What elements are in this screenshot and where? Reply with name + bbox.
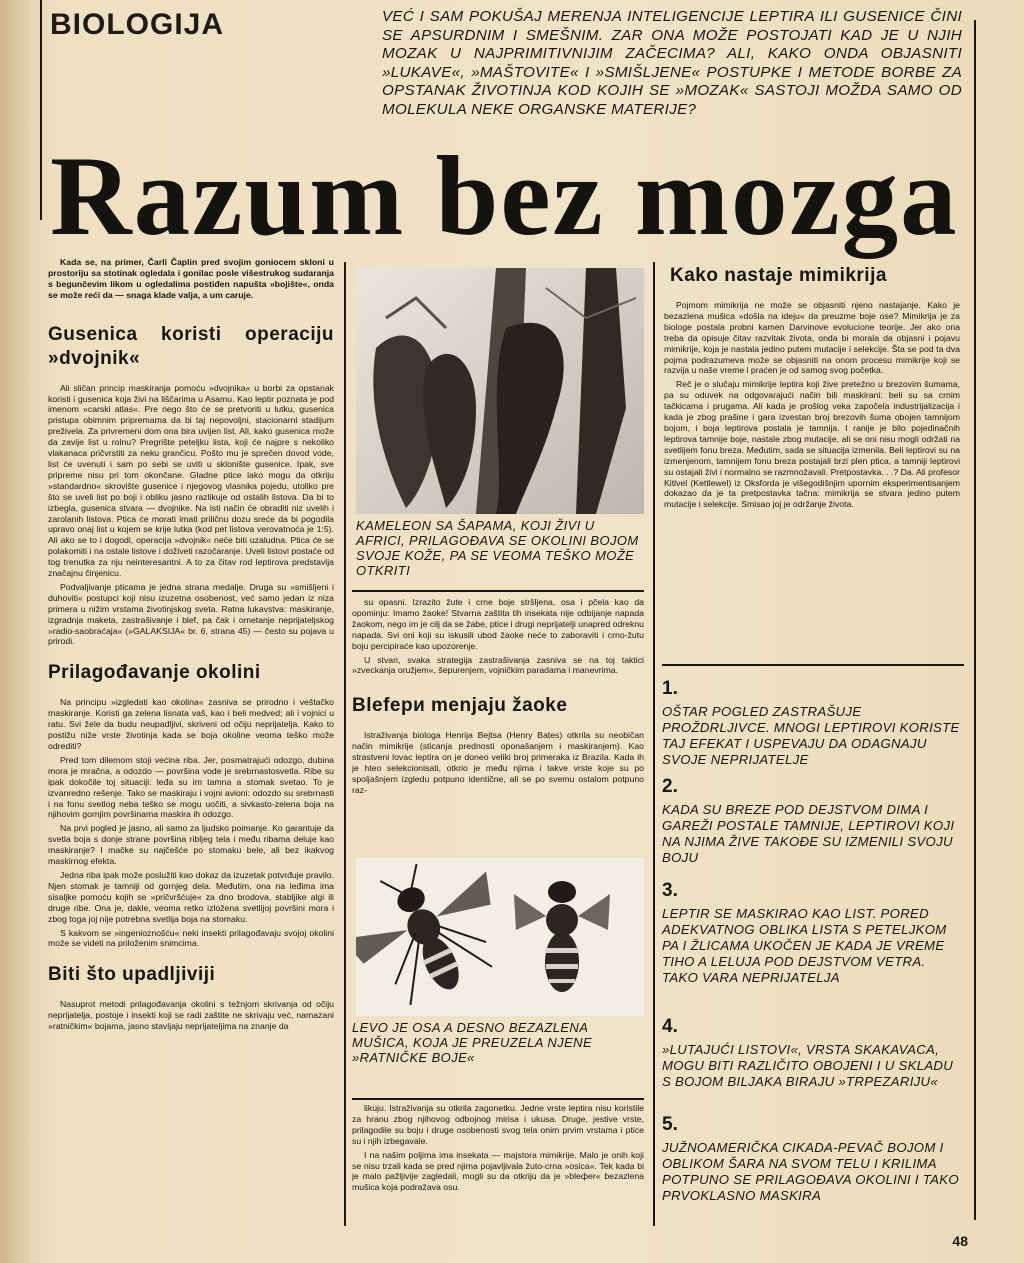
rule-under-caption (352, 590, 644, 592)
page-edge (0, 0, 30, 1263)
section-title: BIOLOGIJA (50, 8, 225, 41)
wasp-fly-photo (356, 858, 644, 1016)
paragraph: Istraživanja biologa Henrija Bejtsa (Henry Bates) otkrila su neobičan način mimikrije (sticanja prednosti oponašanjem i maskiranjem). Kao strastveni lovac leptira on je doneo veliki broj primeraka iz Brazila. Kada ih je hteo selekcionisati, otkrio je među njima i takve vrste koje su po spoljašnjem izgledu potpuno identične, ali se po svemu ostalom potpuno raz- (352, 730, 644, 795)
rule-under-caption-2 (352, 1098, 644, 1100)
caption-text: KADA SU BREZE POD DEJSTVOM DIMA I GAREŽI POSTALE TAMNIJE, LEPTIROVI KOJI NA NJIMA ŽIVE TAKOĐE SU IZMENILI SVOJU BOJU (662, 802, 955, 865)
chameleon-photo (356, 268, 644, 514)
middle-column (352, 597, 644, 799)
numbered-caption-4 (662, 1016, 962, 1090)
right-border (974, 20, 976, 1220)
caption-text: »LUTAJUĆI LISTOVI«, VRSTA SKAKAVACA, MOGU BITI RAZLIČITO OBOJENI I U SKLADU S BOJOM BILJAKA BIRAJU »TRPEZARIJU« (662, 1042, 954, 1089)
paragraph: Ali sličan princip maskiranja pomoću »dvojnika« u borbi za opstanak koristi i gusenica koja živi na liščarima u Asamu. Kao leptir poznata je pod imenom »carski atlas«. Pre nego što će se pretvoriti u lutku, gusenica pristupa obimnim pripremama da bi taj nepovoljni, stacionarni stadijum preživela. Za privremeni dom ona bira uvijen list. Ali, kako gusenica može da zavije list u rolnu? Pregrište peteljku lista, koji će najpre s nekoliko vlakanaca pričvrstiti za neku grančicu. Pošto mu je sprečen dovod vode, list će uvenuti i sam po sebi se uviti u skloništе gusenice. Ipak, sve pripreme nisu pri tom okončane. Gladne ptice lako mogu da otkriju »standardno« skrovište gusenice i njegovog vlasnika pojedu, utoliko pre što se uveli list po boji i obliku jasno razlikuje od ostalih listova. Da bi to izbegla, gusenica stvara — dvojnike. Na isti način će obraditi niz uvelih i zarolanih listova. Ptica će morati imati priličnu dozu sreće da bi pogodila upravo onaj list u kojem se krije lutka (kod pet listova verovatnoća je 1:5). Ali ako se to i dogodi, operacija »dvojnik« neće biti uzaludna. Ptica će se polakomiti i na ostale listove i doživeti razočaranje. Uveli listovi postaće od tog trenutka za nju neinteresantni. A to za čitav rod leptirova predstavlja značajnu činjenicu. (48, 382, 334, 579)
numbered-caption-3 (662, 880, 962, 986)
paragraph: Nasuprot metodi prilagođavanja okolini s težnjom skrivanja od očiju neprijatelja, postoje i insekti koji se radi zaštite ne skrivaju već, namazani »ratničkim« bojama, jasno stavljaju neprijateljima na znanje da (48, 999, 334, 1032)
intro-paragraph: VEĆ I SAM POKUŠAJ MERENJA INTELIGENCIJE LEPTIRA ILI GUSENICE ČINI SE APSURDNIM I SMEŠNIM. ZAR ONA MOŽE POSTOJATI KAD JE U NJIH MOZAK U NAJPRIMITIVNIJIM ZAČECIMA? ALI, KAKO ONDA OBJASNITI »LUKAVE«, »MAŠTOVITE« I »SMIŠLJENE« POSTUPKE I METODE BORBE ZA OPSTANAK ŽIVOTINJA KOD KOJIH SE »MOZAK« SASTOJI MOŽDA SAMO OD MOLEKULA NEKE ORGANSKE MATERIJE? (382, 8, 962, 118)
subheading-mimikrija: Kako nastaje mimikrija (670, 265, 887, 286)
chameleon-illustration (356, 268, 644, 514)
rule-above-items (662, 664, 964, 666)
caption-number: 5. (662, 1114, 678, 1135)
subheading-prilagodjavanje: Prilagođavanje okolini (48, 662, 261, 684)
paragraph: su opasni. Izrazito žute i crne boje stršljena, osa i pčela kao da opominju: Imamo žaoke! Stvarna zaštita tih insekata nije odbijanje napada žaokom, nego im je cilj da se žabe, ptice i drugi neprijatelji unapred odreknu napada. Svi oni koji su iskusili ubod žaoke neće to zaboraviti i crno-žutu boju percipiraće kao upozorenje. (352, 597, 644, 651)
caption-number: 2. (662, 776, 678, 797)
wasp-and-fly-illustration (356, 858, 644, 1016)
paragraph: I na našim poljima ima insekata — majstora mimikrije. Malo je onih koji se nisu trzali kada se pred njima pojavljivala žuto-crna »osica«. Tek kada bi je malo pažljivije zagledali, mogli su da otkriju da je »bleфer« bezazlena mušica koja podražava osu. (352, 1149, 644, 1193)
caption-text: JUŽNOAMERIČKA CIKADA-PEVAČ BOJOM I OBLIKOM ŠARA NA SVOM TELU I KRILIMA POTPUNO SE PRILAGOĐAVA OKOLINI I TAKO PRVOKLASNO MASKIRA (662, 1140, 959, 1203)
lead-paragraph: Kada se, na primer, Čarli Čaplin pred svojim goniocem skloni u prostoriju sa stotinak ogledala i gonilac posle višestrukog sudaranja s begunčevim likom u ogledalima postiđen napušta »bojište«, onda se može reći da — snaga klade valja, a um caruje. (48, 257, 334, 300)
paragraph: Reč je o slučaju mimikrije leptira koji žive pretežno u brezovim šumama, pa su oduvek na odgovarajući način bili maskirani: beli su sa crnim tačkicama i prugama. Ali kada je prošlog veka započela industrijalizacija i kada je zbog prašine i gara izvestan broj brezovih šuma obojen tamnijom bojom, i boja leptirova postala je tamnija. I ranije je bilo pojedinačnih leptirova tamnije boje, nastale zbog mutacije, ali se oni nisu mogli održati na svetlijem fonu breza. Međutim, sada se situacija izmenila. Beli leptirovi su na izmenjenom, tamnijem fonu breza postajali brzi plen ptica, a tamniji leptirovi su ostajali živi i normalno se razmnožavali. Pretpostavka. . .? Da. Ali profesor Kitlvel (Kettlewel) iz Oksforda je višegodišnjim upornim eksperimentisanjem dokazao da je ta pretpostavka tačna: mimikrija se stvara jedino putem mutacije i selekcije. Smisao joj je održanje života. (664, 379, 960, 510)
subheading-blefери: Blefери menjaju žaoke (352, 695, 568, 717)
paragraph: Podvaljivanje pticama je jedna strana medalje. Druga su »smišljeni i duhoviti« postupci koji nisu izuzetna osobenost, već samo jedan iz niza primera u nižim vrstama životinjskog sveta. Ratna lukavstva: maskiranje, izgradnja maketa, zastrašivanje i blef, pa čak i ometanje neprijateljskog »radio-saobraćaja« (»GALAKSIJA« br. 6, strana 45) — često su pojava u prirodi. (48, 581, 334, 647)
caption-text: OŠTAR POGLED ZASTRAŠUJE PROŽDRLJIVCE. MNOGI LEPTIROVI KORISTE TAJ EFEKAT I USPEVAJU DA ODAGNAJU SVOJE NEPRIJATELJE (662, 704, 960, 767)
left-column (48, 257, 334, 1035)
photo-caption-wasp: LEVO JE OSA A DESNO BEZAZLENA MUŠICA, KOJA JE PREUZELA NJENE »RATNIČKE BOJE« (352, 1020, 593, 1065)
paragraph: Pred tom dilemom stoji većina riba. Jer, posmatrajući odozgo, dubina mora je mračna, a odozdo — površina vode je srebrnastosvetla. Ribe su ipak dokočile toj situaciji: leđa su im tamna a stomak svetao. To je izvanredno rešenje. Tako se maskiraju i vojni avioni: odozdo su srebrnasti i na fonu svetlog neba teško se mogu uočiti, a sivkasto-zelena boja na njihovim gornjim površinama maskira ih odozgo. (48, 754, 334, 820)
subheading-dvojnik: Gusenica koristi operaciju »dvojnik« (48, 323, 334, 369)
paragraph: likuju. Istraživanja su otkrila zagonetku. Jedne vrste leptira nisu koristile za hranu zbog njihovog odbojnog mirisa i ukusa. Druge, jestive vrste, prilagodile su boju i druge osobenosti svog tela onim prvim vrstama i ptice su i njih izbegavale. (352, 1103, 644, 1146)
paragraph: S kakvom se »ingenioznošću« neki insekti prilagođavaju svojoj okolini može se videti na priloženim snimcima. (48, 927, 334, 949)
caption-number: 4. (662, 1016, 678, 1037)
right-column (664, 262, 960, 513)
paragraph: Na prvi pogled je jasno, ali samo za ljudsko poimanje. Ko garantuje da svetla boja s donje strane površina ribljeg tela i među ribama deluje kao maskiranje? I mačke su najčešće po stomaku bele, ali bez ikakvog maskirnog efekta. (48, 823, 334, 867)
middle-column-bottom (352, 1103, 644, 1196)
caption-text: LEPTIR SE MASKIRAO KAO LIST. PORED ADEKVATNOG OBLIKA LISTA S PETELJKOM PA I ŽLICAMA UKOČEN JE KADA JE VREME TIHO A LELUJA POD DEJSTVOM VETRA. TAKO VARA NEPRIJATELJA (662, 906, 947, 985)
subheading-upadljiviji: Biti što upadljiviji (48, 964, 216, 986)
caption-number: 1. (662, 678, 678, 699)
column-rule-1 (344, 262, 346, 1226)
paragraph: Pojmom mimikrija ne može se objasniti njeno nastajanje. Kako je bezazlena mušica »došla na ideju« da preuzme boje ose? Mimikrija je za biologe postala probni kamen Darvinove evolucione teorije. Jer ako ona treba da opisuje čitav razvitak života, onda bi morala da objasni i pojavu mimikrije, koja je nastala jedino putem mutacije i selekcije. Šta se pod ta dva pojma podrazumeva može se objasniti na onom procesu mimikrije koji se razvija u naše vreme i praćen je od samog svog početka. (664, 300, 960, 376)
numbered-caption-5 (662, 1114, 962, 1204)
left-border (40, 0, 42, 220)
paragraph: Jedna riba ipak može poslužiti kao dokaz da izuzetak potvrđuje pravilo. Njen stomak je tamniji od gornjeg dela. Međutim, ona na leđima ima sisaljke pomoću kojih se »pričvršćuje« za dno brodova, stabljike algi ili druge ribe. Ona je, dakle, veoma retko izložena svetlijoj površini mora i zbog toga joj nije potrebna svetlija boja na stomaku. (48, 869, 334, 924)
column-rule-2 (653, 262, 655, 1226)
paragraph: Na principu »izgledati kao okolina« zasniva se prirodno i veštačko maskiranje. Koristi ga zelena lisnata vaš, kao i beli medved; ali i vojnici u ratu. Svi žele da budu neupadljivi, skriveni od očiju neprijatelja. Kako to postižu niže vrste životinja kada se boja okoline veoma teško može odrediti? (48, 697, 334, 751)
numbered-caption-1 (662, 678, 962, 768)
paragraph: U stvari, svaka strategija zastrašivanja zasniva se na toj taktici »zveckanja oružjem«, šepurenjem, vojničkim paradama i manevrima. (352, 654, 644, 676)
photo-caption-chameleon: KAMELEON SA ŠAPAMA, KOJI ŽIVI U AFRICI, PRILAGOĐAVA SE OKOLINI BOJOM SVOJE KOŽE, PA SE VEOMA TEŠKO MOŽE OTKRITI (356, 518, 639, 578)
caption-number: 3. (662, 880, 678, 901)
numbered-caption-2 (662, 776, 962, 866)
headline: Razum bez mozga (50, 134, 959, 259)
page-number: 48 (952, 1233, 968, 1249)
